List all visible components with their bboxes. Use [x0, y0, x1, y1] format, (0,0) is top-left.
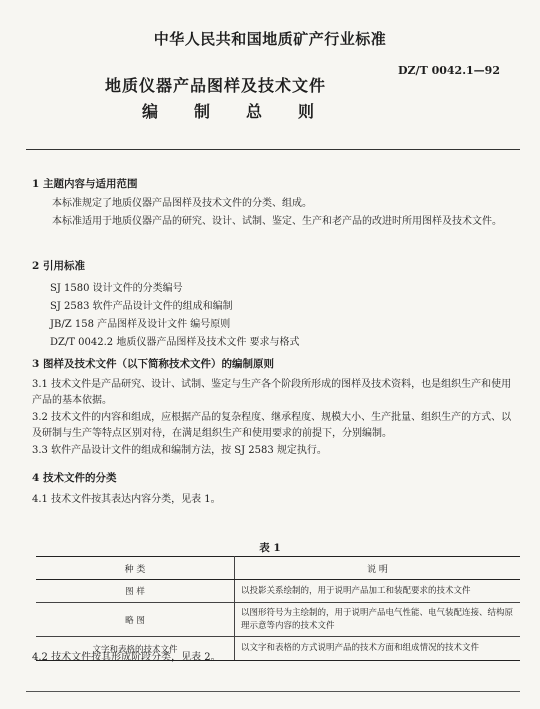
title-char: 编 — [142, 102, 159, 121]
title-char: 制 — [194, 102, 211, 121]
section-1-paragraph-1: 本标准规定了地质仪器产品图样及技术文件的分类、组成。 — [52, 198, 312, 209]
table-row — [36, 580, 520, 603]
table-header-cell: 说 明 — [235, 557, 521, 580]
table-cell: 以图形符号为主绘制的，用于说明产品电气性能、电气装配连接、结构原理示意等内容的技术文件 — [235, 603, 521, 637]
table-cell: 以投影关系绘制的，用于说明产品加工和装配要求的技术文件 — [235, 580, 521, 603]
table-cell: 图 样 — [36, 580, 235, 603]
footer-rule — [26, 691, 520, 692]
section-2-heading: 2 引用标准 — [32, 260, 85, 272]
document-header: 中华人民共和国地质矿产行业标准 — [153, 30, 387, 48]
table-row — [36, 603, 520, 637]
section-1-paragraph-2: 本标准适用于地质仪器产品的研究、设计、试制、鉴定、生产和老产品的改进时所用图样及技术文件。 — [52, 216, 502, 227]
table-header-cell: 种 类 — [36, 557, 235, 580]
title-char: 则 — [298, 102, 315, 121]
table-cell: 以文字和表格的方式说明产品的技术方面和组成情况的技术文件 — [235, 637, 521, 661]
section-1-heading: 1 主题内容与适用范围 — [32, 178, 138, 190]
title-divider — [26, 149, 520, 150]
reference-item: JB/Z 158 产品图样及设计文件 编号原则 — [50, 319, 231, 330]
reference-item: SJ 1580 设计文件的分类编号 — [50, 283, 183, 294]
table-cell: 文字和表格的技术文件 — [36, 637, 235, 661]
section-3-heading: 3 图样及技术文件（以下简称技术文件）的编制原则 — [32, 358, 274, 370]
table-header-row — [36, 557, 520, 580]
clause-4-1: 4.1 技术文件按其表达内容分类，见表 1。 — [32, 494, 221, 505]
title-line-1: 地质仪器产品图样及技术文件 — [105, 76, 327, 95]
title-char: 总 — [246, 102, 263, 121]
table-1 — [36, 556, 520, 661]
clause-3-1: 3.1 技术文件是产品研究、设计、试制、鉴定与生产各个阶段所形成的图样及技术资料，也是组织生产和使用产品的基本依据。 — [32, 379, 512, 406]
title-line-2 — [142, 99, 350, 122]
reference-item: SJ 2583 软件产品设计文件的组成和编制 — [50, 301, 233, 312]
clause-4-2: 4.2 技术文件按其形成阶段分类，见表 2。 — [32, 652, 221, 663]
clause-3-2: 3.2 技术文件的内容和组成，应根据产品的复杂程度、继承程度、规模大小、生产批量、组织生产的方式、以及研制与生产等特点区别对待，在满足组织生产和使用要求的前提下，分别编制。 — [32, 412, 512, 439]
section-4-heading: 4 技术文件的分类 — [32, 472, 117, 484]
reference-item: DZ/T 0042.2 地质仪器产品图样及技术文件 要求与格式 — [50, 337, 300, 348]
clause-3-3: 3.3 软件产品设计文件的组成和编制方法，按 SJ 2583 规定执行。 — [32, 445, 327, 456]
standard-number: DZ/T 0042.1—92 — [397, 64, 500, 77]
table-cell: 略 图 — [36, 603, 235, 637]
table-1-caption: 表 1 — [259, 542, 281, 554]
